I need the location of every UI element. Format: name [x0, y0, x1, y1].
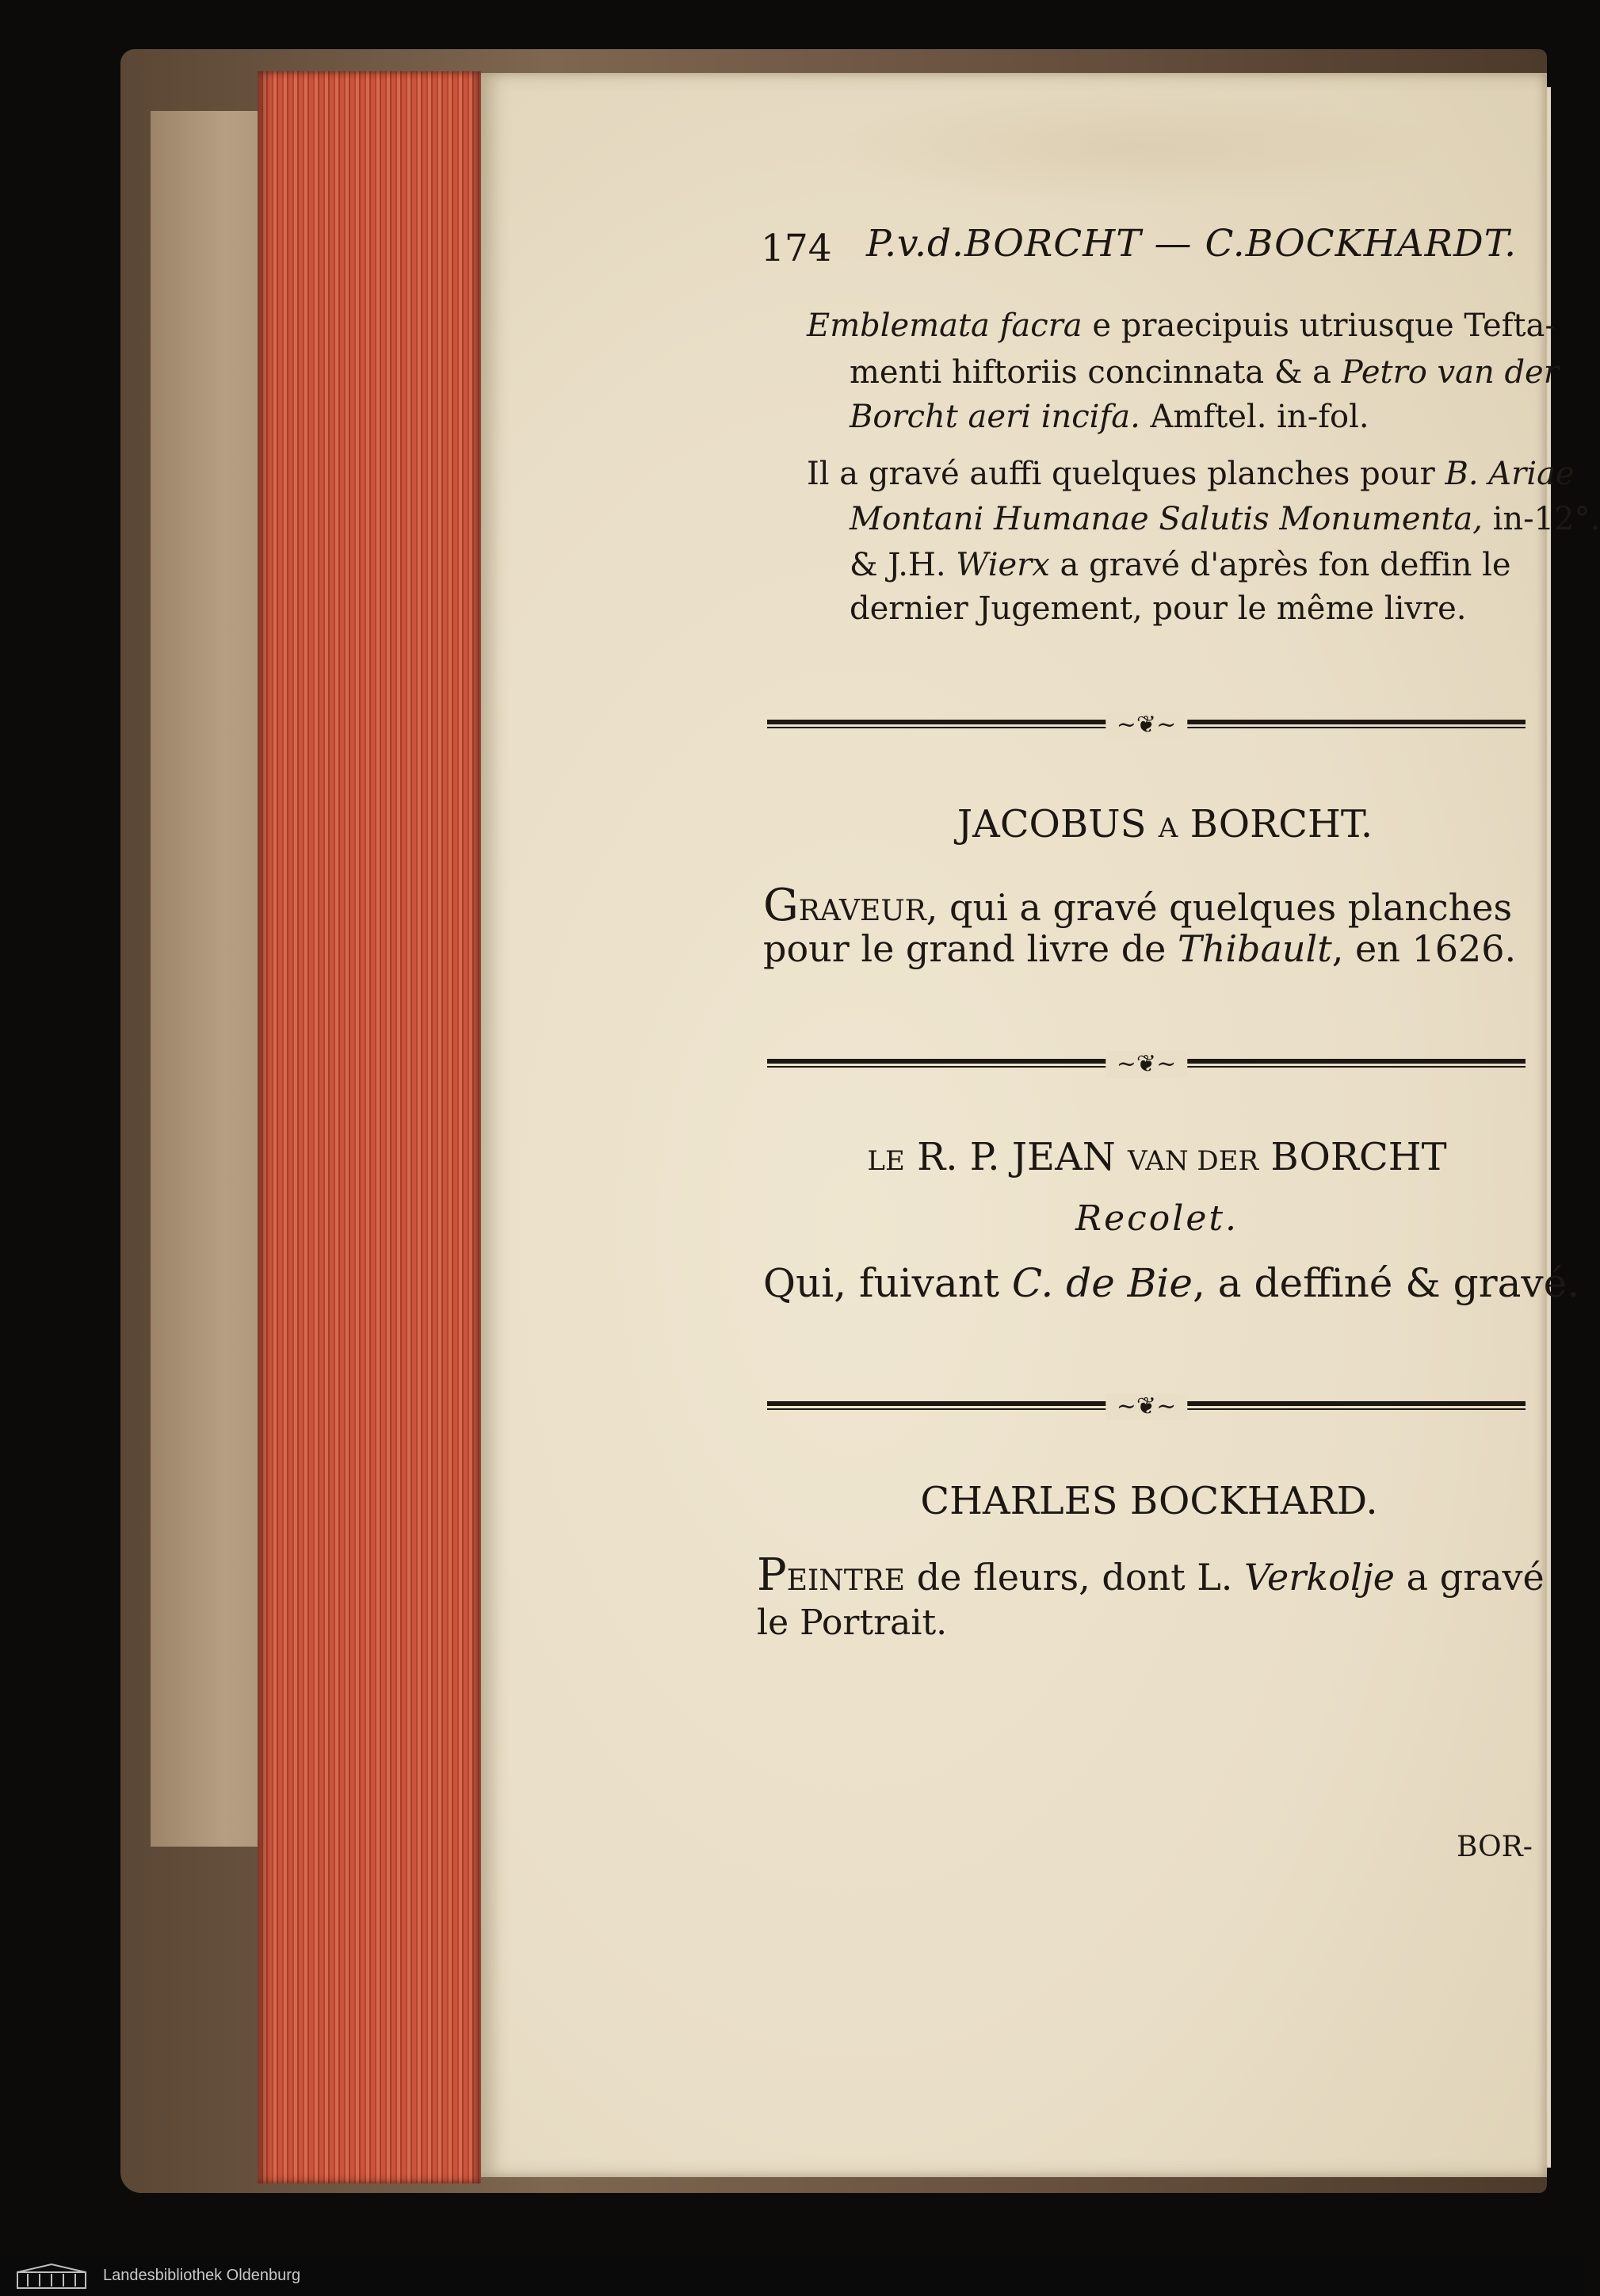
ornamental-rule — [767, 1392, 1526, 1420]
entry1-line2 — [850, 354, 1559, 391]
running-title: P.v.d.BORCHT — C.BOCKHARDT. — [866, 222, 1518, 266]
entry3-heading-le: LE — [867, 1145, 905, 1177]
entry2-body-line2 — [763, 927, 1516, 970]
entry1-line6-text-c: a gravé d'après fon deffin le — [1049, 547, 1511, 583]
entry4-heading: CHARLES BOCKHARD. — [920, 1479, 1378, 1523]
entry3-heading-surname: BORCHT — [1258, 1135, 1447, 1179]
footer-library-name: Landesbibliothek Oldenburg — [103, 2267, 301, 2284]
entry1-line3 — [850, 399, 1369, 435]
water-stain — [824, 87, 1442, 206]
entry2-heading-particle: A — [1158, 812, 1178, 844]
entry1-line4-italic: B. Ariae — [1445, 456, 1575, 492]
entry2-heading — [888, 802, 1442, 846]
entry1-line2-italic: Petro van der — [1341, 354, 1559, 391]
entry1-line1 — [807, 308, 1556, 344]
entry1-line7: dernier Jugement, pour le même livre. — [850, 590, 1467, 627]
entry1-title-italic: Emblemata facra — [807, 308, 1083, 344]
entry2-body2-end: , en 1626. — [1331, 927, 1517, 970]
entry3-heading — [800, 1135, 1514, 1179]
entry4-initial: P — [757, 1549, 787, 1601]
entry1-line4 — [807, 456, 1575, 492]
entry1-line4-text: Il a gravé auffi quelques planches pour — [807, 456, 1445, 492]
entry3-body — [763, 1260, 1579, 1306]
entry2-heading-surname: BORCHT. — [1189, 802, 1373, 846]
entry1-line3-text: Amftel. in-fol. — [1140, 399, 1369, 435]
entry1-line5 — [850, 501, 1600, 537]
rule-ornament-icon: ~❦~ — [1105, 712, 1187, 739]
running-header — [761, 222, 1533, 277]
catchword: BOR- — [1457, 1831, 1533, 1863]
entry3-body-end: , a deffiné & gravé. — [1193, 1260, 1580, 1306]
entry4-body1-italic: Verkolje — [1244, 1556, 1396, 1599]
entry2-body-line1 — [763, 880, 1512, 931]
entry1-line6-text-a: & J.H. — [850, 547, 957, 583]
rule-ornament-icon: ~❦~ — [1105, 1393, 1187, 1420]
entry3-heading-particle: VAN DER — [1128, 1145, 1259, 1177]
library-building-icon — [16, 2263, 87, 2290]
entry1-line6 — [850, 547, 1511, 583]
entry2-body2-italic: Thibault — [1178, 927, 1332, 970]
ornamental-rule — [767, 711, 1526, 739]
entry3-heading-name: R. P. JEAN — [904, 1135, 1128, 1179]
entry1-line5-text: in-12°. — [1482, 501, 1600, 537]
entry4-body1-text: de fleurs, dont L. — [905, 1556, 1245, 1599]
entry1-line1-text: e praecipuis utriusque Tefta- — [1082, 308, 1556, 344]
entry2-body2-text: pour le grand livre de — [763, 927, 1178, 970]
entry2-smallcaps: RAVEUR — [798, 895, 926, 927]
entry3-body-text: Qui, fuivant — [763, 1260, 1012, 1306]
entry1-line3-italic: Borcht aeri incifa. — [850, 399, 1140, 435]
entry3-subheading: Recolet. — [1075, 1198, 1239, 1239]
rule-ornament-icon: ~❦~ — [1105, 1051, 1187, 1078]
entry2-body1-text: , qui a gravé quelques planches — [926, 886, 1513, 929]
entry3-body-italic: C. de Bie — [1011, 1260, 1193, 1306]
entry2-initial: G — [763, 880, 799, 931]
entry1-line2-text: menti hiftoriis concinnata & a — [850, 354, 1342, 391]
footer-bar — [0, 2256, 1585, 2296]
ornamental-rule — [767, 1050, 1526, 1078]
entry2-heading-name: JACOBUS — [957, 802, 1147, 846]
page-number: 174 — [761, 227, 832, 270]
entry4-body1-end: a gravé — [1395, 1556, 1545, 1599]
entry1-line6-italic: Wierx — [956, 547, 1050, 583]
entry1-line5-italic: Montani Humanae Salutis Monumenta, — [850, 501, 1483, 537]
entry4-body-line2: le Portrait. — [757, 1603, 948, 1643]
entry4-body-line1 — [757, 1549, 1545, 1601]
page-edge-red — [258, 71, 481, 2183]
entry4-smallcaps: EINTRE — [786, 1564, 906, 1597]
